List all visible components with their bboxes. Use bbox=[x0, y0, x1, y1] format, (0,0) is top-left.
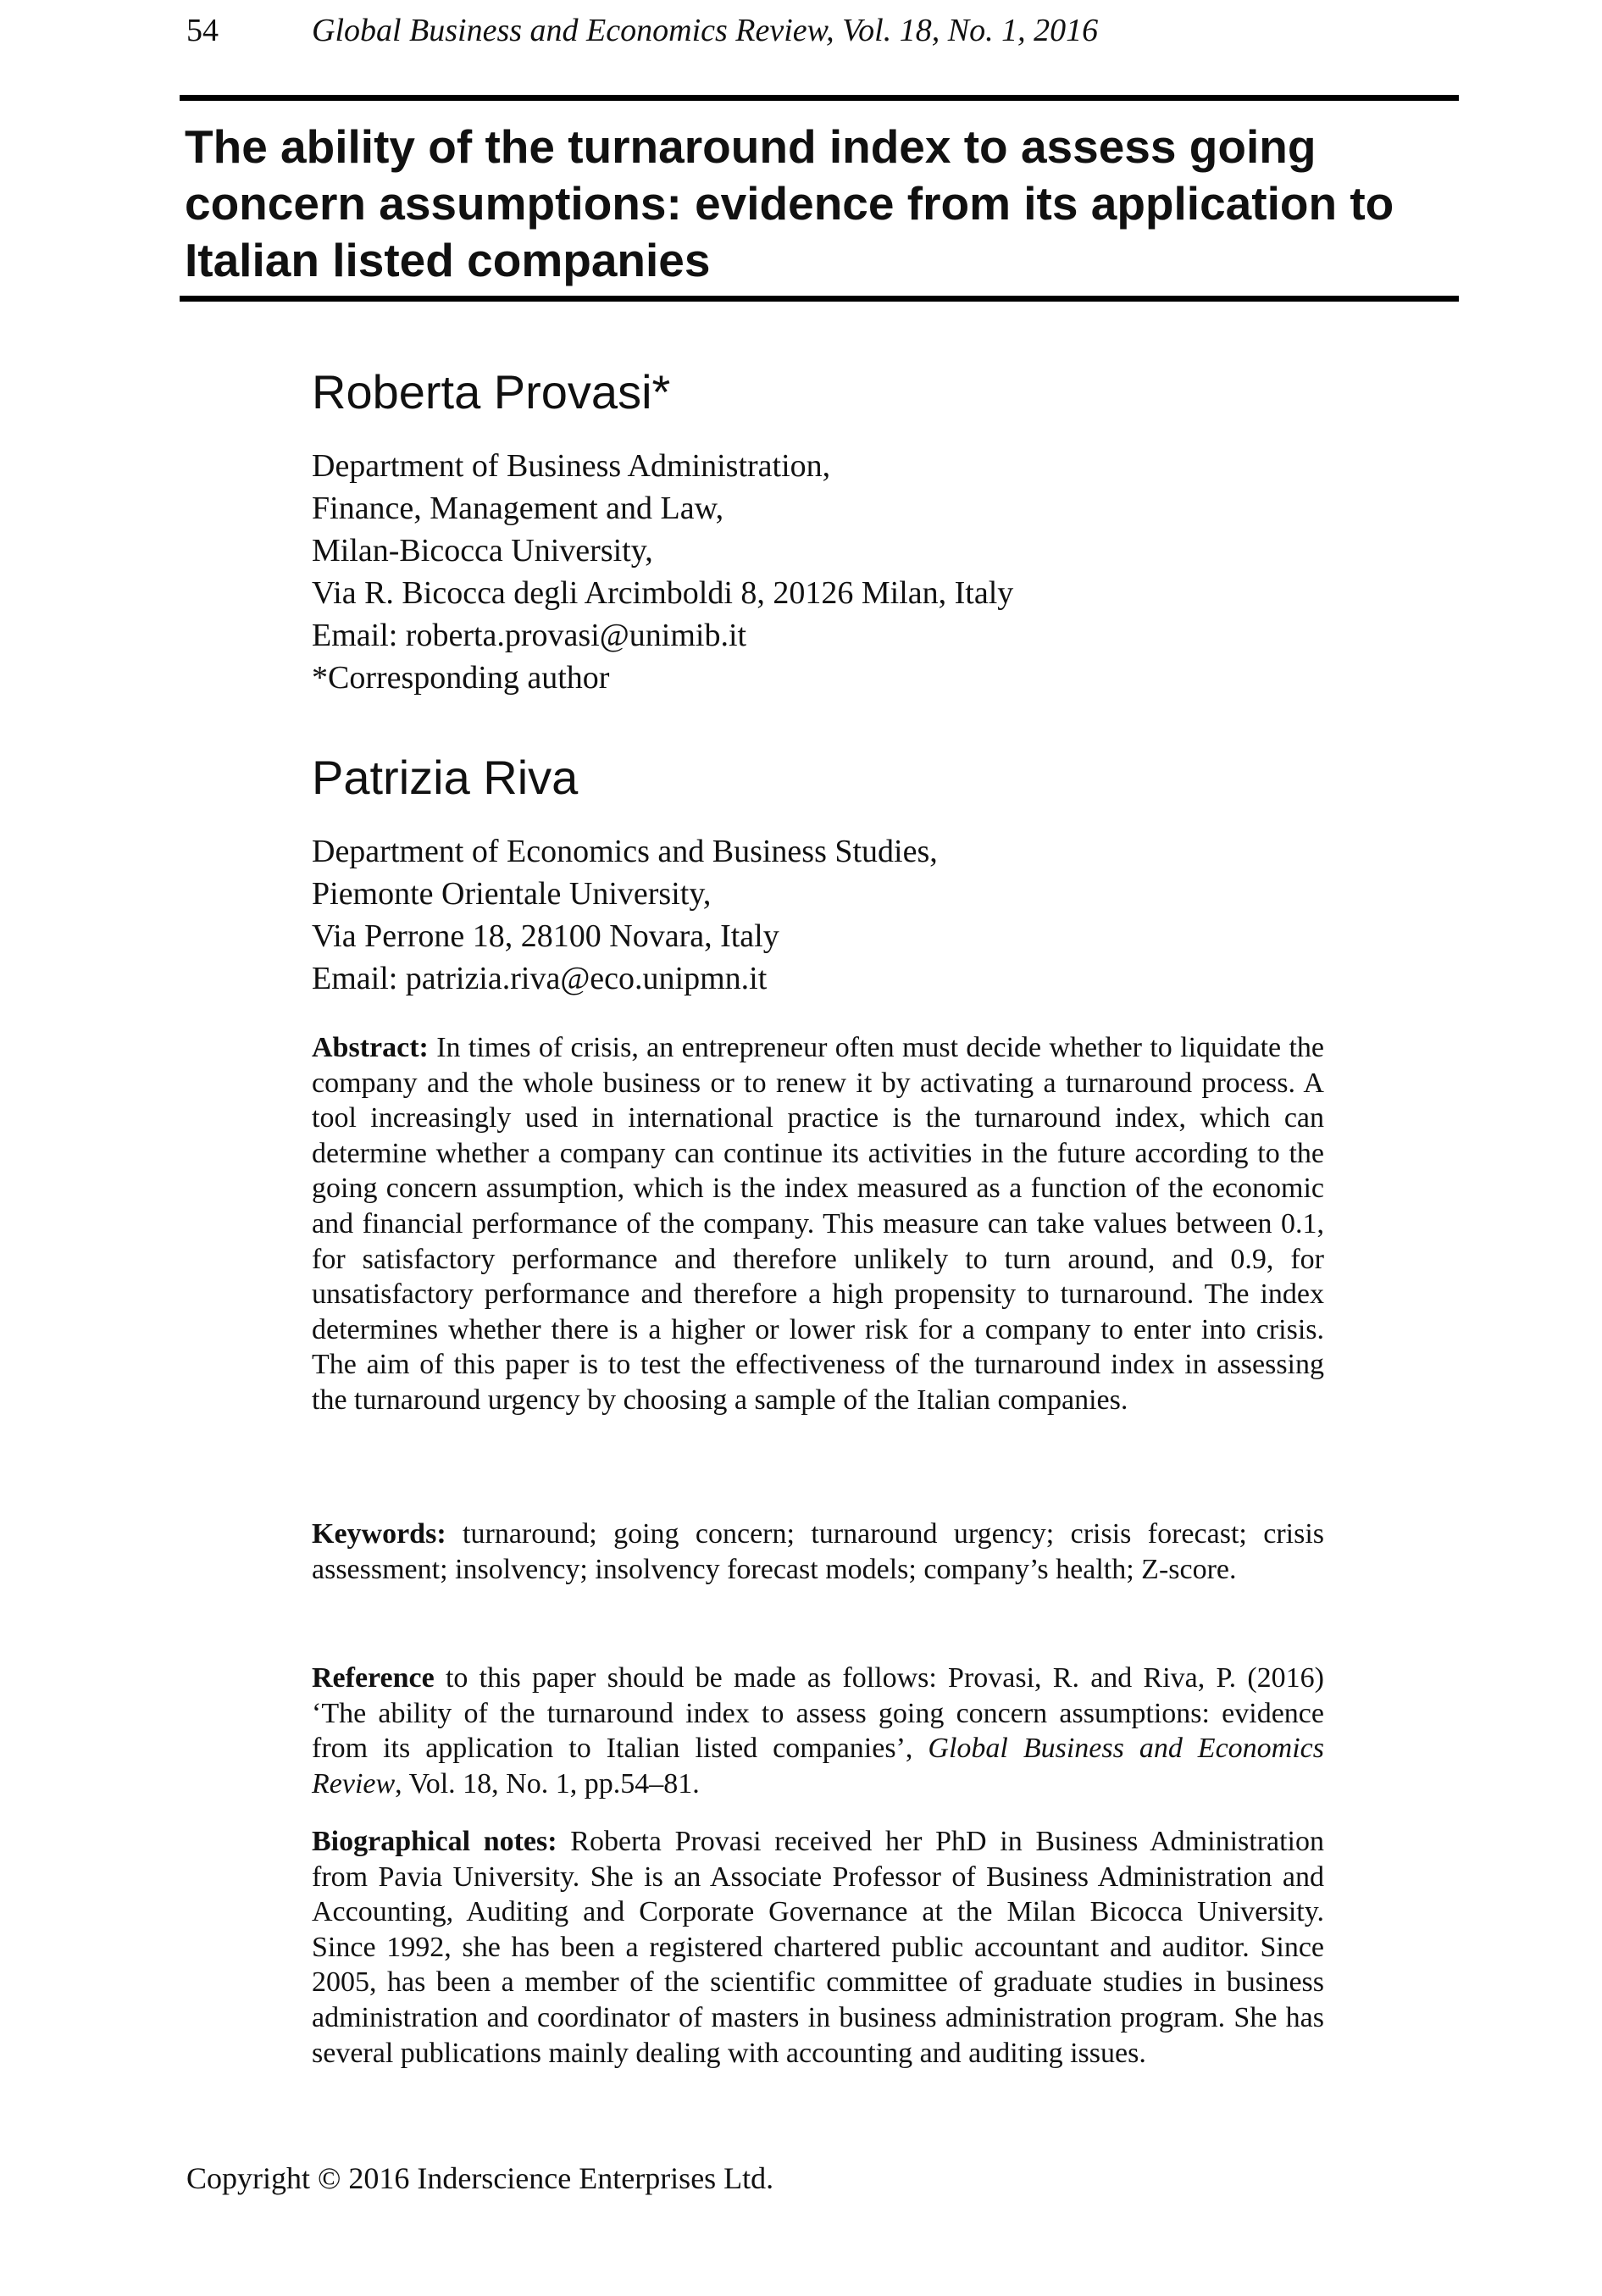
abstract bbox=[312, 1030, 1324, 1418]
affiliation-line: Department of Economics and Business Studies, bbox=[312, 834, 938, 869]
title-top-rule bbox=[180, 95, 1459, 101]
biographical-notes bbox=[312, 1824, 1324, 2071]
reference-journal-title: Global Business and Economics Review bbox=[312, 1733, 1324, 1800]
reference-volume-pages: , Vol. 18, No. 1, pp.54–81. bbox=[395, 1767, 700, 1800]
reference-citation bbox=[312, 1661, 1324, 1801]
running-header bbox=[0, 12, 1602, 54]
affiliation-line: Piemonte Orientale University, bbox=[312, 876, 712, 912]
page-number: 54 bbox=[186, 13, 219, 48]
affiliation-line: Via R. Bicocca degli Arcimboldi 8, 20126 Milan, Italy bbox=[312, 575, 1014, 611]
keywords bbox=[312, 1517, 1324, 1587]
bio-text: Roberta Provasi received her PhD in Business Administration from Pavia University. She is an Associate Professor of Business Administration and Accounting, Auditing and Corporate Governance at the Milan Bicocca University. Since 1992, she has been a registered chartered public accountant and auditor. Since 2005, has been a member of the scientific committee of graduate studies in business administration and coordinator of masters in business administration program. She has several publications mainly dealing with accounting and auditing issues. bbox=[312, 1826, 1324, 2069]
keywords-text: turnaround; going concern; turnaround urgency; crisis forecast; crisis assessment; insolvency; insolvency forecast models; company’s health; Z-score. bbox=[312, 1518, 1324, 1585]
abstract-text: In times of crisis, an entrepreneur often must decide whether to liquidate the company and the whole business or to renew it by activating a turnaround process. A tool increasingly used in international practice is the turnaround index, which can determine whether a company can continue its activities in the future according to the going concern assumption, which is the index measured as a function of the economic and financial performance of the company. This measure can take values between 0.1, for satisfactory performance and therefore unlikely to turn around, and 0.9, for unsatisfactory performance and therefore a high propensity to turnaround. The index determines whether there is a higher or lower risk for a company to enter into crisis. The aim of this paper is to test the effectiveness of the turnaround index in assessing the turnaround urgency by choosing a sample of the Italian companies. bbox=[312, 1032, 1324, 1416]
copyright-notice: Copyright © 2016 Inderscience Enterprises Ltd. bbox=[186, 2161, 774, 2195]
affiliation-line: Milan-Bicocca University, bbox=[312, 533, 653, 568]
affiliation-line: Department of Business Administration, bbox=[312, 448, 831, 484]
affiliation-line: Finance, Management and Law, bbox=[312, 491, 724, 526]
paper-title: The ability of the turnaround index to assess going concern assumptions: evidence from its application to Italian listed companies bbox=[185, 120, 1394, 286]
title-bottom-rule bbox=[180, 296, 1459, 302]
keywords-label: Keywords: bbox=[312, 1518, 446, 1550]
author-affiliation-2 bbox=[312, 830, 938, 1000]
bio-label: Biographical notes: bbox=[312, 1826, 557, 1857]
journal-citation-header: Global Business and Economics Review, Vol. 18, No. 1, 2016 bbox=[312, 13, 1099, 48]
corresponding-author-note: *Corresponding author bbox=[312, 660, 610, 696]
reference-label: Reference bbox=[312, 1662, 435, 1694]
author-name-2: Patrizia Riva bbox=[312, 751, 579, 804]
reference-text: to this paper should be made as follows: Provasi, R. and Riva, P. (2016) ‘The ability of the turnaround index to assess going concern assumptions: evidence from its application to Italian listed companies’, bbox=[312, 1662, 1324, 1765]
author-email: Email: roberta.provasi@unimib.it bbox=[312, 618, 747, 653]
author-email: Email: patrizia.riva@eco.unipmn.it bbox=[312, 961, 768, 996]
affiliation-line: Via Perrone 18, 28100 Novara, Italy bbox=[312, 918, 779, 954]
abstract-label: Abstract: bbox=[312, 1032, 429, 1063]
author-name-1: Roberta Provasi* bbox=[312, 365, 671, 419]
author-affiliation-1 bbox=[312, 445, 1013, 699]
